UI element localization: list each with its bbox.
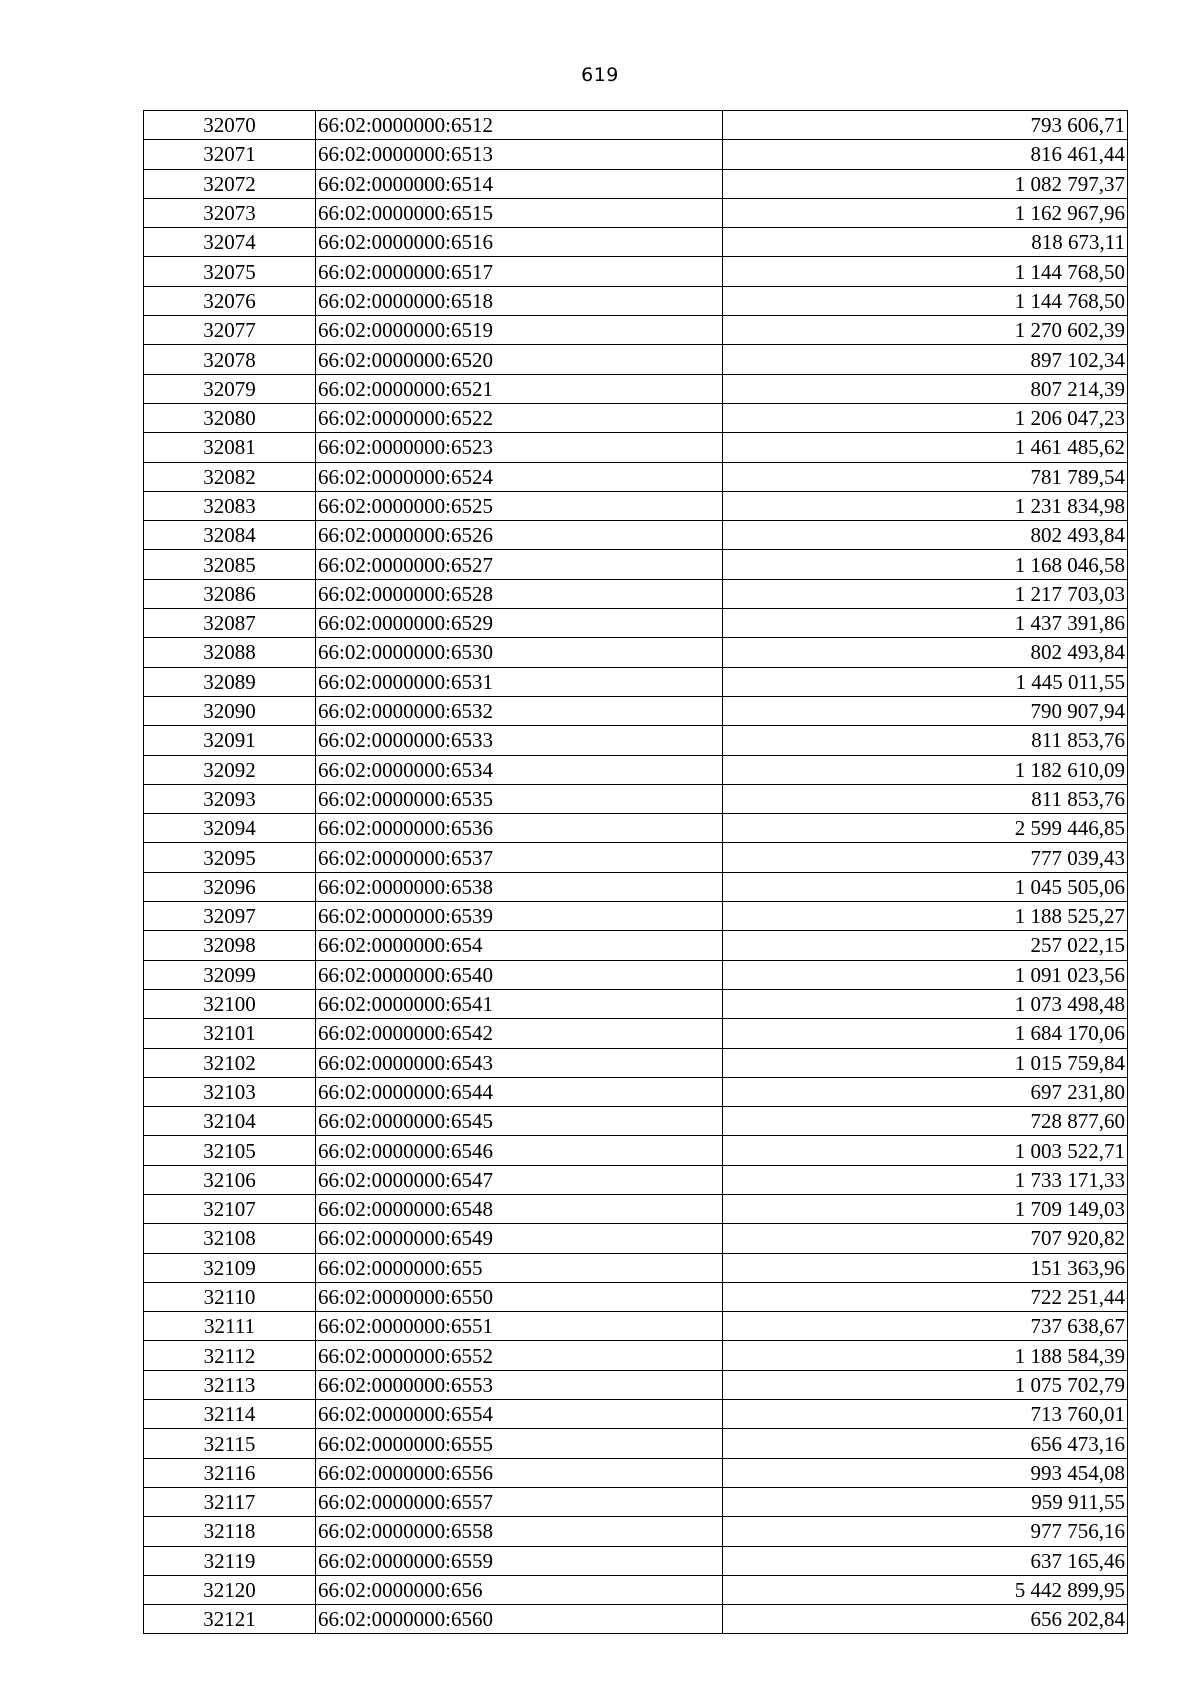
table-row	[144, 403, 1128, 432]
cadastral-number-cell: 66:02:0000000:6536	[316, 814, 723, 843]
cadastral-number-cell: 66:02:0000000:6515	[316, 198, 723, 227]
table-row	[144, 1194, 1128, 1223]
cadastral-value-cell: 656 473,16	[723, 1429, 1128, 1458]
cadastral-number-cell: 66:02:0000000:6516	[316, 228, 723, 257]
page-number: 619	[581, 64, 619, 86]
cadastral-number-cell: 66:02:0000000:6556	[316, 1458, 723, 1487]
cadastral-value-cell: 1 082 797,37	[723, 169, 1128, 198]
cadastral-number-cell: 66:02:0000000:6557	[316, 1487, 723, 1516]
row-number-cell: 32121	[144, 1605, 316, 1634]
row-number-cell: 32091	[144, 726, 316, 755]
cadastral-value-cell: 1 162 967,96	[723, 198, 1128, 227]
cadastral-number-cell: 66:02:0000000:6532	[316, 696, 723, 725]
cadastral-value-cell: 793 606,71	[723, 111, 1128, 140]
table-row	[144, 696, 1128, 725]
row-number-cell: 32089	[144, 667, 316, 696]
cadastral-value-cell: 1 217 703,03	[723, 579, 1128, 608]
table-row	[144, 1282, 1128, 1311]
row-number-cell: 32076	[144, 286, 316, 315]
cadastral-value-cell: 790 907,94	[723, 696, 1128, 725]
table-row	[144, 1429, 1128, 1458]
cadastral-number-cell: 66:02:0000000:6529	[316, 609, 723, 638]
cadastral-number-cell: 66:02:0000000:6527	[316, 550, 723, 579]
row-number-cell: 32113	[144, 1370, 316, 1399]
row-number-cell: 32086	[144, 579, 316, 608]
table-row	[144, 1077, 1128, 1106]
cadastral-value-cell: 811 853,76	[723, 784, 1128, 813]
cadastral-number-cell: 66:02:0000000:6550	[316, 1282, 723, 1311]
cadastral-number-cell: 66:02:0000000:6549	[316, 1224, 723, 1253]
table-row	[144, 1253, 1128, 1282]
row-number-cell: 32110	[144, 1282, 316, 1311]
cadastral-value-cell: 1 733 171,33	[723, 1165, 1128, 1194]
row-number-cell: 32112	[144, 1341, 316, 1370]
table-row	[144, 433, 1128, 462]
cadastral-number-cell: 66:02:0000000:6513	[316, 140, 723, 169]
row-number-cell: 32108	[144, 1224, 316, 1253]
cadastral-number-cell: 66:02:0000000:6534	[316, 755, 723, 784]
cadastral-number-cell: 66:02:0000000:6548	[316, 1194, 723, 1223]
cadastral-value-cell: 807 214,39	[723, 374, 1128, 403]
cadastral-value-cell: 697 231,80	[723, 1077, 1128, 1106]
row-number-cell: 32094	[144, 814, 316, 843]
cadastral-value-cell: 1 445 011,55	[723, 667, 1128, 696]
table-row	[144, 111, 1128, 140]
row-number-cell: 32098	[144, 931, 316, 960]
row-number-cell: 32071	[144, 140, 316, 169]
cadastral-value-cell: 737 638,67	[723, 1312, 1128, 1341]
table-row	[144, 1019, 1128, 1048]
table-row	[144, 638, 1128, 667]
table-row	[144, 374, 1128, 403]
table-row	[144, 1605, 1128, 1634]
row-number-cell: 32109	[144, 1253, 316, 1282]
table-row	[144, 902, 1128, 931]
table-row	[144, 989, 1128, 1018]
row-number-cell: 32088	[144, 638, 316, 667]
cadastral-number-cell: 66:02:0000000:6530	[316, 638, 723, 667]
row-number-cell: 32072	[144, 169, 316, 198]
table-row	[144, 1400, 1128, 1429]
row-number-cell: 32100	[144, 989, 316, 1018]
table-row	[144, 1487, 1128, 1516]
row-number-cell: 32103	[144, 1077, 316, 1106]
cadastral-value-cell: 1 045 505,06	[723, 872, 1128, 901]
cadastral-value-cell: 816 461,44	[723, 140, 1128, 169]
table-row	[144, 843, 1128, 872]
row-number-cell: 32073	[144, 198, 316, 227]
cadastral-number-cell: 66:02:0000000:6547	[316, 1165, 723, 1194]
table-row	[144, 228, 1128, 257]
cadastral-value-cell: 1 144 768,50	[723, 257, 1128, 286]
table-row	[144, 1136, 1128, 1165]
table-row	[144, 931, 1128, 960]
table-row	[144, 198, 1128, 227]
row-number-cell: 32085	[144, 550, 316, 579]
table-row	[144, 345, 1128, 374]
row-number-cell: 32116	[144, 1458, 316, 1487]
table-row	[144, 1575, 1128, 1604]
cadastral-value-cell: 897 102,34	[723, 345, 1128, 374]
cadastral-value-table	[143, 110, 1128, 1634]
cadastral-number-cell: 66:02:0000000:6526	[316, 521, 723, 550]
cadastral-value-cell: 1 684 170,06	[723, 1019, 1128, 1048]
table-row	[144, 872, 1128, 901]
row-number-cell: 32099	[144, 960, 316, 989]
row-number-cell: 32084	[144, 521, 316, 550]
cadastral-number-cell: 66:02:0000000:656	[316, 1575, 723, 1604]
cadastral-number-cell: 66:02:0000000:6559	[316, 1546, 723, 1575]
cadastral-value-cell: 977 756,16	[723, 1517, 1128, 1546]
table-row	[144, 257, 1128, 286]
cadastral-number-cell: 66:02:0000000:655	[316, 1253, 723, 1282]
cadastral-value-cell: 151 363,96	[723, 1253, 1128, 1282]
cadastral-number-cell: 66:02:0000000:6519	[316, 316, 723, 345]
row-number-cell: 32087	[144, 609, 316, 638]
cadastral-value-cell: 707 920,82	[723, 1224, 1128, 1253]
cadastral-number-cell: 66:02:0000000:6523	[316, 433, 723, 462]
cadastral-value-cell: 1 003 522,71	[723, 1136, 1128, 1165]
cadastral-number-cell: 66:02:0000000:6551	[316, 1312, 723, 1341]
cadastral-number-cell: 66:02:0000000:6521	[316, 374, 723, 403]
row-number-cell: 32105	[144, 1136, 316, 1165]
row-number-cell: 32083	[144, 491, 316, 520]
cadastral-value-cell: 818 673,11	[723, 228, 1128, 257]
cadastral-number-cell: 66:02:0000000:6525	[316, 491, 723, 520]
cadastral-number-cell: 66:02:0000000:6517	[316, 257, 723, 286]
cadastral-value-cell: 1 073 498,48	[723, 989, 1128, 1018]
cadastral-value-cell: 637 165,46	[723, 1546, 1128, 1575]
row-number-cell: 32111	[144, 1312, 316, 1341]
cadastral-value-cell: 656 202,84	[723, 1605, 1128, 1634]
cadastral-value-cell: 1 461 485,62	[723, 433, 1128, 462]
cadastral-number-cell: 66:02:0000000:6553	[316, 1370, 723, 1399]
row-number-cell: 32092	[144, 755, 316, 784]
cadastral-number-cell: 66:02:0000000:6544	[316, 1077, 723, 1106]
cadastral-value-cell: 2 599 446,85	[723, 814, 1128, 843]
cadastral-value-cell: 1 182 610,09	[723, 755, 1128, 784]
cadastral-number-cell: 66:02:0000000:6518	[316, 286, 723, 315]
cadastral-number-cell: 66:02:0000000:6541	[316, 989, 723, 1018]
row-number-cell: 32101	[144, 1019, 316, 1048]
cadastral-value-cell: 257 022,15	[723, 931, 1128, 960]
cadastral-number-cell: 66:02:0000000:6555	[316, 1429, 723, 1458]
cadastral-value-cell: 1 188 584,39	[723, 1341, 1128, 1370]
cadastral-number-cell: 66:02:0000000:6545	[316, 1107, 723, 1136]
cadastral-value-cell: 5 442 899,95	[723, 1575, 1128, 1604]
cadastral-number-cell: 66:02:0000000:6558	[316, 1517, 723, 1546]
row-number-cell: 32096	[144, 872, 316, 901]
cadastral-value-cell: 802 493,84	[723, 638, 1128, 667]
cadastral-value-cell: 811 853,76	[723, 726, 1128, 755]
row-number-cell: 32080	[144, 403, 316, 432]
cadastral-value-cell: 802 493,84	[723, 521, 1128, 550]
cadastral-number-cell: 66:02:0000000:6528	[316, 579, 723, 608]
table-row	[144, 1517, 1128, 1546]
cadastral-value-cell: 1 437 391,86	[723, 609, 1128, 638]
cadastral-value-cell: 1 709 149,03	[723, 1194, 1128, 1223]
table-row	[144, 169, 1128, 198]
cadastral-value-cell: 993 454,08	[723, 1458, 1128, 1487]
cadastral-value-cell: 1 168 046,58	[723, 550, 1128, 579]
table-row	[144, 1458, 1128, 1487]
row-number-cell: 32119	[144, 1546, 316, 1575]
cadastral-number-cell: 66:02:0000000:6535	[316, 784, 723, 813]
row-number-cell: 32120	[144, 1575, 316, 1604]
table-row	[144, 667, 1128, 696]
table-row	[144, 1165, 1128, 1194]
cadastral-number-cell: 66:02:0000000:6524	[316, 462, 723, 491]
cadastral-number-cell: 66:02:0000000:6520	[316, 345, 723, 374]
table-row	[144, 462, 1128, 491]
table-row	[144, 550, 1128, 579]
table-row	[144, 286, 1128, 315]
cadastral-number-cell: 66:02:0000000:6514	[316, 169, 723, 198]
cadastral-number-cell: 66:02:0000000:6543	[316, 1048, 723, 1077]
cadastral-value-cell: 777 039,43	[723, 843, 1128, 872]
cadastral-number-cell: 66:02:0000000:6522	[316, 403, 723, 432]
row-number-cell: 32070	[144, 111, 316, 140]
cadastral-value-cell: 722 251,44	[723, 1282, 1128, 1311]
cadastral-value-cell: 1 144 768,50	[723, 286, 1128, 315]
cadastral-number-cell: 66:02:0000000:6542	[316, 1019, 723, 1048]
cadastral-value-cell: 728 877,60	[723, 1107, 1128, 1136]
table-row	[144, 1370, 1128, 1399]
row-number-cell: 32097	[144, 902, 316, 931]
row-number-cell: 32114	[144, 1400, 316, 1429]
cadastral-number-cell: 66:02:0000000:6554	[316, 1400, 723, 1429]
row-number-cell: 32118	[144, 1517, 316, 1546]
cadastral-value-cell: 1 015 759,84	[723, 1048, 1128, 1077]
row-number-cell: 32074	[144, 228, 316, 257]
cadastral-value-cell: 1 270 602,39	[723, 316, 1128, 345]
table-row	[144, 784, 1128, 813]
row-number-cell: 32075	[144, 257, 316, 286]
cadastral-number-cell: 66:02:0000000:6533	[316, 726, 723, 755]
row-number-cell: 32115	[144, 1429, 316, 1458]
row-number-cell: 32082	[144, 462, 316, 491]
row-number-cell: 32104	[144, 1107, 316, 1136]
row-number-cell: 32107	[144, 1194, 316, 1223]
cadastral-number-cell: 66:02:0000000:6552	[316, 1341, 723, 1370]
cadastral-value-cell: 1 075 702,79	[723, 1370, 1128, 1399]
table-row	[144, 726, 1128, 755]
table-row	[144, 579, 1128, 608]
table-row	[144, 1312, 1128, 1341]
cadastral-value-cell: 1 188 525,27	[723, 902, 1128, 931]
table-body	[144, 111, 1128, 1634]
cadastral-value-cell: 1 091 023,56	[723, 960, 1128, 989]
table-row	[144, 1048, 1128, 1077]
row-number-cell: 32102	[144, 1048, 316, 1077]
cadastral-number-cell: 66:02:0000000:6512	[316, 111, 723, 140]
cadastral-number-cell: 66:02:0000000:6560	[316, 1605, 723, 1634]
table-row	[144, 1341, 1128, 1370]
row-number-cell: 32077	[144, 316, 316, 345]
table-row	[144, 1224, 1128, 1253]
cadastral-number-cell: 66:02:0000000:6539	[316, 902, 723, 931]
cadastral-value-cell: 781 789,54	[723, 462, 1128, 491]
table-row	[144, 609, 1128, 638]
cadastral-number-cell: 66:02:0000000:6537	[316, 843, 723, 872]
cadastral-number-cell: 66:02:0000000:6540	[316, 960, 723, 989]
table-row	[144, 140, 1128, 169]
cadastral-number-cell: 66:02:0000000:6546	[316, 1136, 723, 1165]
cadastral-value-cell: 713 760,01	[723, 1400, 1128, 1429]
row-number-cell: 32079	[144, 374, 316, 403]
table-row	[144, 755, 1128, 784]
row-number-cell: 32090	[144, 696, 316, 725]
table-row	[144, 1546, 1128, 1575]
row-number-cell: 32117	[144, 1487, 316, 1516]
cadastral-number-cell: 66:02:0000000:6538	[316, 872, 723, 901]
cadastral-number-cell: 66:02:0000000:654	[316, 931, 723, 960]
row-number-cell: 32093	[144, 784, 316, 813]
cadastral-number-cell: 66:02:0000000:6531	[316, 667, 723, 696]
row-number-cell: 32106	[144, 1165, 316, 1194]
table-row	[144, 1107, 1128, 1136]
table-row	[144, 960, 1128, 989]
row-number-cell: 32081	[144, 433, 316, 462]
cadastral-value-cell: 1 206 047,23	[723, 403, 1128, 432]
cadastral-value-cell: 1 231 834,98	[723, 491, 1128, 520]
table-row	[144, 491, 1128, 520]
row-number-cell: 32095	[144, 843, 316, 872]
table-row	[144, 814, 1128, 843]
cadastral-value-cell: 959 911,55	[723, 1487, 1128, 1516]
table-row	[144, 316, 1128, 345]
row-number-cell: 32078	[144, 345, 316, 374]
table-row	[144, 521, 1128, 550]
